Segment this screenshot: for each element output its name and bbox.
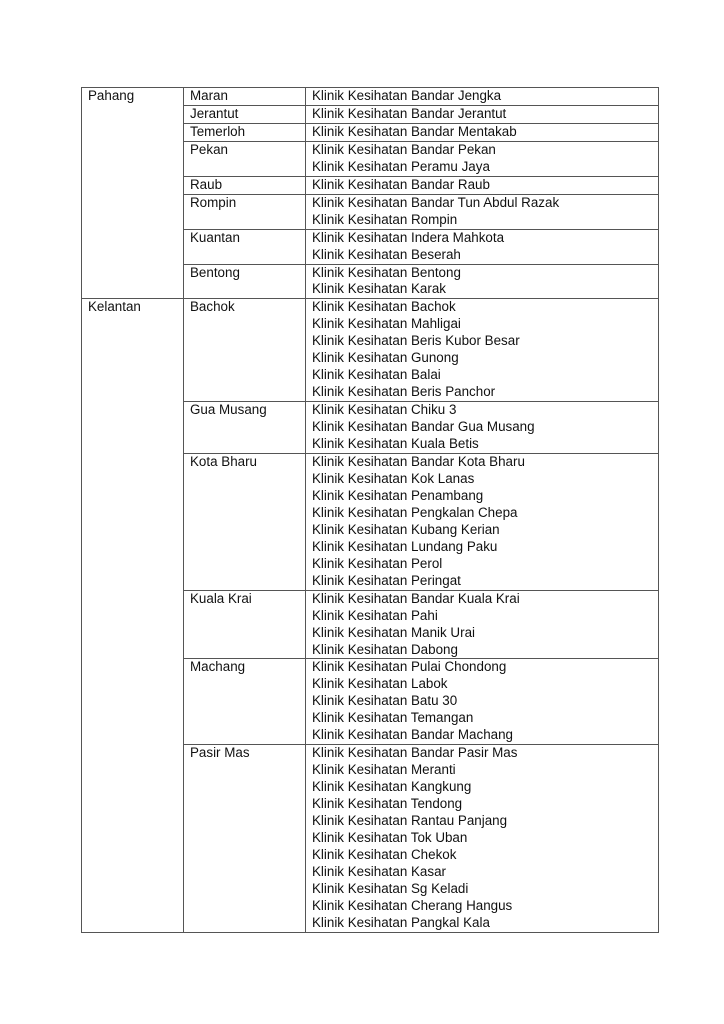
clinic-name: Klinik Kesihatan Bandar Raub xyxy=(312,176,490,192)
clinic-name: Klinik Kesihatan Pengkalan Chepa xyxy=(312,504,518,520)
state-cell: Kelantan xyxy=(82,299,184,932)
district-cell: Jerantut xyxy=(184,105,306,123)
clinic-name: Klinik Kesihatan Lundang Paku xyxy=(312,538,498,554)
district-cell: Bentong xyxy=(184,264,306,299)
clinic-list-cell xyxy=(306,745,659,932)
clinic-name: Klinik Kesihatan Chekok xyxy=(312,846,457,862)
clinic-name: Klinik Kesihatan Pangkal Kala xyxy=(312,914,490,930)
clinic-name: Klinik Kesihatan Beris Kubor Besar xyxy=(312,333,520,349)
clinic-name: Klinik Kesihatan Bandar Gua Musang xyxy=(312,419,535,435)
clinic-list-cell xyxy=(306,88,659,106)
clinic-name: Klinik Kesihatan Batu 30 xyxy=(312,693,458,709)
clinic-name: Klinik Kesihatan Bandar Machang xyxy=(312,727,513,743)
clinic-name: Klinik Kesihatan Cherang Hangus xyxy=(312,897,513,913)
clinic-name: Klinik Kesihatan Rantau Panjang xyxy=(312,813,508,829)
clinic-list-cell xyxy=(306,105,659,123)
district-cell: Raub xyxy=(184,176,306,194)
clinic-name: Klinik Kesihatan Bandar Mentakab xyxy=(312,123,517,139)
table-row xyxy=(82,88,659,106)
clinic-list-cell xyxy=(306,194,659,229)
state-cell: Pahang xyxy=(82,88,184,299)
clinic-name: Klinik Kesihatan Beris Panchor xyxy=(312,384,496,400)
clinic-list-cell xyxy=(306,454,659,591)
clinic-table xyxy=(81,87,659,933)
clinic-name: Klinik Kesihatan Bandar Jerantut xyxy=(312,105,507,121)
district-cell: Rompin xyxy=(184,194,306,229)
clinic-name: Klinik Kesihatan Indera Mahkota xyxy=(312,229,505,245)
clinic-name: Klinik Kesihatan Pahi xyxy=(312,607,438,623)
clinic-name: Klinik Kesihatan Labok xyxy=(312,676,448,692)
clinic-name: Klinik Kesihatan Peramu Jaya xyxy=(312,158,490,174)
clinic-name: Klinik Kesihatan Bandar Jengka xyxy=(312,88,502,103)
district-cell: Maran xyxy=(184,88,306,106)
clinic-name: Klinik Kesihatan Sg Keladi xyxy=(312,880,469,896)
district-cell: Kuala Krai xyxy=(184,590,306,659)
clinic-name: Klinik Kesihatan Kangkung xyxy=(312,779,472,795)
clinic-list-cell xyxy=(306,402,659,454)
clinic-name: Klinik Kesihatan Bandar Kota Bharu xyxy=(312,454,525,470)
clinic-name: Klinik Kesihatan Mahligai xyxy=(312,316,461,332)
clinic-name: Klinik Kesihatan Peringat xyxy=(312,572,461,588)
clinic-name: Klinik Kesihatan Tok Uban xyxy=(312,829,468,845)
clinic-list-cell xyxy=(306,229,659,264)
district-cell: Kuantan xyxy=(184,229,306,264)
clinic-name: Klinik Kesihatan Bachok xyxy=(312,299,456,315)
table-row xyxy=(82,299,659,402)
clinic-name: Klinik Kesihatan Temangan xyxy=(312,710,474,726)
clinic-list-cell xyxy=(306,176,659,194)
clinic-name: Klinik Kesihatan Tendong xyxy=(312,796,463,812)
clinic-name: Klinik Kesihatan Balai xyxy=(312,367,441,383)
clinic-list-cell xyxy=(306,141,659,176)
clinic-name: Klinik Kesihatan Kubang Kerian xyxy=(312,521,500,537)
clinic-name: Klinik Kesihatan Pulai Chondong xyxy=(312,659,507,675)
clinic-name: Klinik Kesihatan Rompin xyxy=(312,211,458,227)
district-cell: Gua Musang xyxy=(184,402,306,454)
clinic-name: Klinik Kesihatan Chiku 3 xyxy=(312,402,457,418)
clinic-name: Klinik Kesihatan Penambang xyxy=(312,487,484,503)
clinic-name: Klinik Kesihatan Karak xyxy=(312,281,446,297)
clinic-name: Klinik Kesihatan Kok Lanas xyxy=(312,470,475,486)
clinic-name: Klinik Kesihatan Bandar Pekan xyxy=(312,141,496,157)
clinic-name: Klinik Kesihatan Beserah xyxy=(312,246,461,262)
clinic-name: Klinik Kesihatan Manik Urai xyxy=(312,624,475,640)
clinic-list-cell xyxy=(306,659,659,745)
clinic-name: Klinik Kesihatan Bandar Pasir Mas xyxy=(312,745,518,761)
district-cell: Kota Bharu xyxy=(184,454,306,591)
clinic-name: Klinik Kesihatan Kasar xyxy=(312,863,446,879)
clinic-list-cell xyxy=(306,590,659,659)
clinic-name: Klinik Kesihatan Meranti xyxy=(312,762,456,778)
clinic-name: Klinik Kesihatan Kuala Betis xyxy=(312,436,479,452)
district-cell: Temerloh xyxy=(184,123,306,141)
clinic-name: Klinik Kesihatan Bandar Tun Abdul Razak xyxy=(312,194,560,210)
clinic-name: Klinik Kesihatan Dabong xyxy=(312,641,458,657)
clinic-name: Klinik Kesihatan Bandar Kuala Krai xyxy=(312,590,520,606)
district-cell: Pasir Mas xyxy=(184,745,306,932)
clinic-table-body xyxy=(82,88,659,933)
clinic-name: Klinik Kesihatan Perol xyxy=(312,555,443,571)
district-cell: Machang xyxy=(184,659,306,745)
clinic-list-cell xyxy=(306,123,659,141)
clinic-list-cell xyxy=(306,299,659,402)
clinic-name: Klinik Kesihatan Bentong xyxy=(312,264,461,280)
district-cell: Pekan xyxy=(184,141,306,176)
clinic-list-cell xyxy=(306,264,659,299)
district-cell: Bachok xyxy=(184,299,306,402)
clinic-name: Klinik Kesihatan Gunong xyxy=(312,350,459,366)
